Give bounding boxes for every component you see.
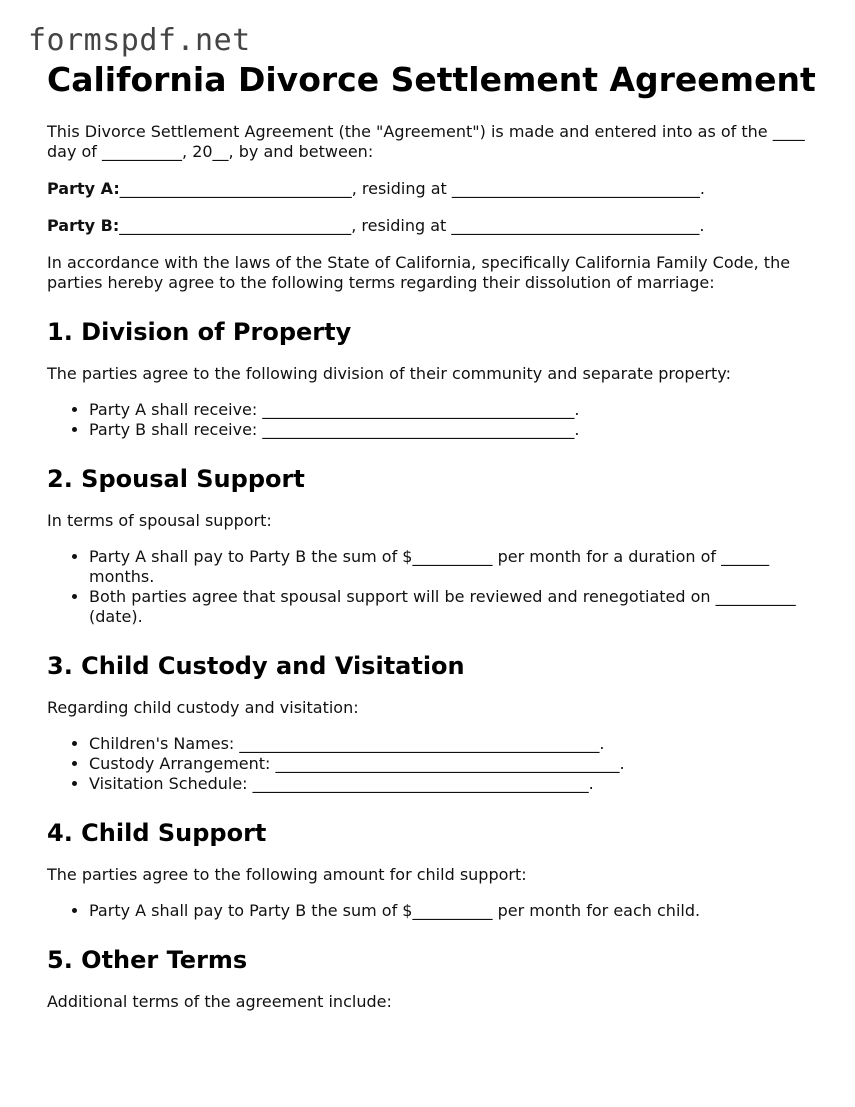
- section-heading: 2. Spousal Support: [47, 465, 305, 493]
- section-intro: Additional terms of the agreement include:: [47, 992, 392, 1011]
- party-b-fields: _____________________________, residing at _______________________________.: [119, 216, 705, 235]
- section-heading: 5. Other Terms: [47, 946, 248, 974]
- intro-paragraph: This Divorce Settlement Agreement (the "Agreement") is made and entered into as of the ____ day of __________, 20__, by and between:: [47, 122, 805, 161]
- party-b-label: Party B:: [47, 216, 120, 235]
- section-intro: The parties agree to the following division of their community and separate property:: [47, 364, 731, 383]
- section-list: [47, 901, 817, 921]
- section-intro: Regarding child custody and visitation:: [47, 698, 359, 717]
- list-item: • Party A shall pay to Party B the sum of $__________ per month for each child.: [89, 901, 817, 921]
- section-intro: The parties agree to the following amount for child support:: [47, 865, 527, 884]
- list-item: • Both parties agree that spousal support will be reviewed and renegotiated on __________ (date).: [89, 587, 817, 627]
- party-a-line: [47, 179, 817, 199]
- section-heading: 4. Child Support: [47, 819, 267, 847]
- section-list: [47, 400, 817, 440]
- watermark: formspdf.net: [28, 23, 251, 58]
- document-title: California Divorce Settlement Agreement: [47, 60, 816, 99]
- preamble-paragraph: In accordance with the laws of the State of California, specifically California Family Code, the parties hereby agree to the following terms regarding their dissolution of marriage:: [47, 253, 791, 292]
- list-item: • Party A shall receive: _______________________________________.: [89, 400, 817, 420]
- list-item: • Children's Names: _____________________________________________.: [89, 734, 817, 754]
- party-a-fields: _____________________________, residing at _______________________________.: [119, 179, 705, 198]
- section-list: [47, 734, 817, 794]
- list-item: • Party B shall receive: _______________________________________.: [89, 420, 817, 440]
- section-intro: In terms of spousal support:: [47, 511, 272, 530]
- section-heading: 3. Child Custody and Visitation: [47, 652, 465, 680]
- document-body: [47, 60, 817, 1028]
- list-item: • Custody Arrangement: ___________________________________________.: [89, 754, 817, 774]
- section-list: [47, 547, 817, 627]
- list-item: • Party A shall pay to Party B the sum of $__________ per month for a duration of ______ months.: [89, 547, 817, 587]
- party-b-line: [47, 216, 817, 236]
- list-item: • Visitation Schedule: __________________________________________.: [89, 774, 817, 794]
- section-heading: 1. Division of Property: [47, 318, 352, 346]
- party-a-label: Party A:: [47, 179, 120, 198]
